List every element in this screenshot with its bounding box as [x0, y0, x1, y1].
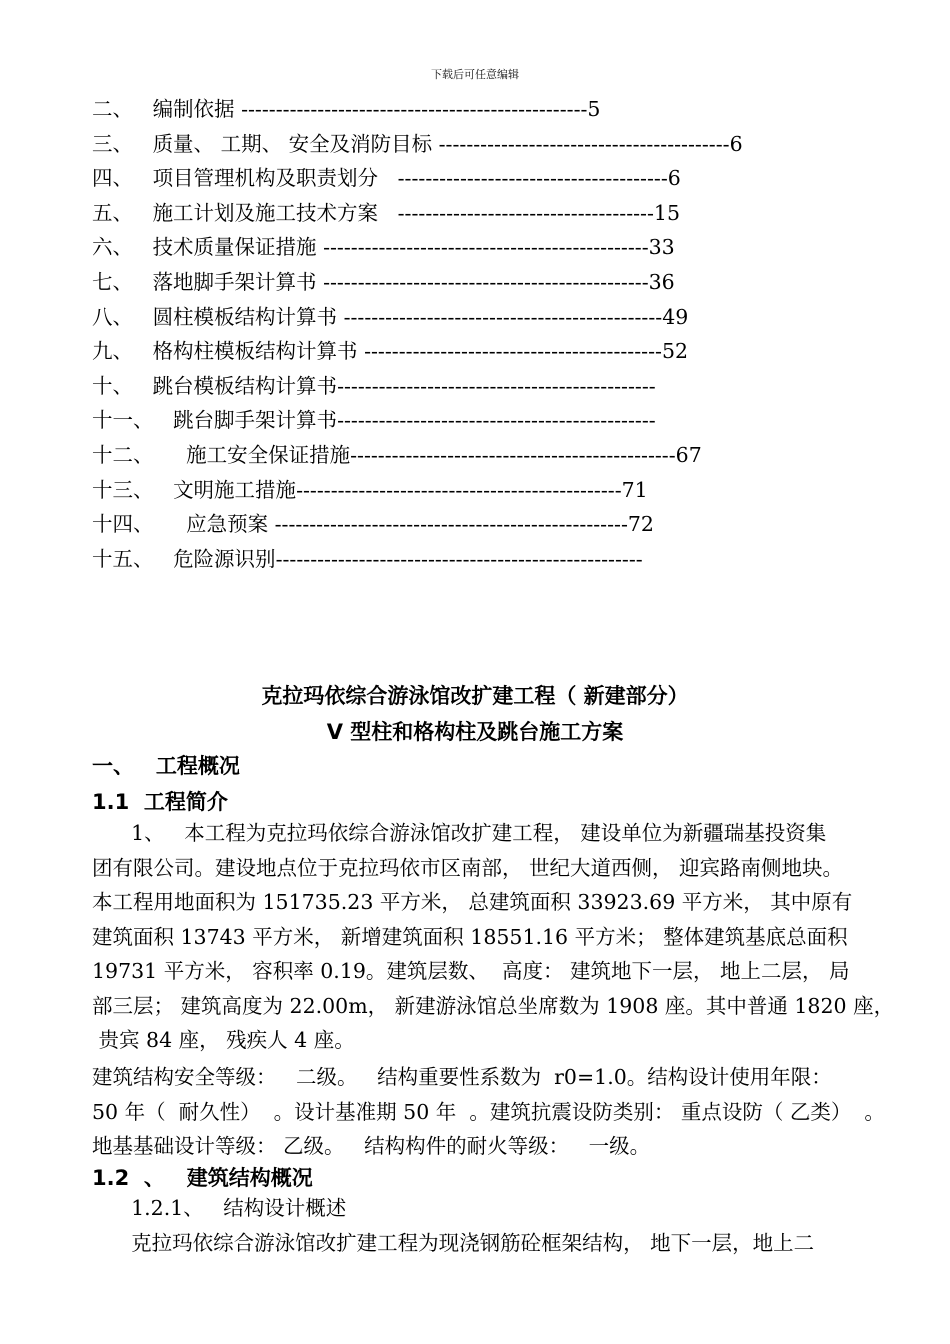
document-subtitle: V 型柱和格构柱及跳台施工方案 [326, 720, 624, 744]
toc-title: 项目管理机构及职责划分 [152, 166, 379, 191]
toc-title: 危险源识别 [173, 546, 276, 571]
toc-leader: ---------------------------------------------- [337, 408, 656, 433]
toc-title: 文明施工措施 [173, 477, 297, 502]
toc-leader: --------------------------------------------------- [268, 512, 628, 537]
document-title: 克拉玛依综合游泳馆改扩建工程（ 新建部分） [261, 684, 689, 708]
paragraph-line: 1、 本工程为克拉玛依综合游泳馆改扩建工程， 建设单位为新疆瑞基投资集 [92, 821, 827, 845]
toc-leader: ----------------------------------------------- [316, 269, 649, 294]
toc-leader: ------------------------------------- [378, 200, 654, 225]
toc-title: 格构柱模板结构计算书 [152, 339, 358, 364]
toc-leader: -------------------------------------------------- [234, 97, 588, 121]
toc-leader: ----------------------------------------------- [296, 477, 622, 502]
toc-leader: ---------------------------------------------- [337, 304, 663, 329]
toc-title: 跳台脚手架计算书 [173, 408, 338, 433]
toc-item[interactable] [92, 196, 852, 231]
toc-item[interactable] [92, 369, 852, 404]
subsection-heading: 1.1 工程简介 [92, 790, 228, 814]
toc-title: 跳台模板结构计算书 [152, 373, 338, 398]
toc-item[interactable] [92, 438, 852, 473]
subsubsection-heading: 1.2.1、 结构设计概述 [92, 1196, 347, 1220]
toc-leader: ------------------------------------------ [432, 131, 730, 156]
paragraph-line: 本工程用地面积为 151735.23 平方米， 总建筑面积 33923.69 平方米， 其中原有 [92, 890, 853, 914]
toc-title: 应急预案 [186, 512, 269, 537]
paragraph-line: 团有限公司。建设地点位于克拉玛依市区南部， 世纪大道西侧， 迎宾路南侧地块。 [92, 855, 844, 880]
paragraph-line: 部三层； 建筑高度为 22.00m， 新建游泳馆总坐席数为 1908 座。其中普通 1820 座， [92, 993, 895, 1018]
toc-page: 6 [667, 166, 681, 191]
toc-item[interactable] [92, 473, 852, 508]
toc-title: 落地脚手架计算书 [152, 269, 317, 294]
toc-item[interactable] [92, 265, 852, 300]
toc-number: 十四、 [92, 512, 154, 537]
toc-number: 八、 [92, 304, 133, 329]
toc-leader: ----------------------------------------------- [350, 442, 676, 467]
toc-leader: ----------------------------------------------- [316, 235, 649, 260]
toc-number: 十二、 [92, 442, 154, 467]
paragraph-line: 19731 平方米， 容积率 0.19。建筑层数、 高度： 建筑地下一层， 地上二层， 局 [92, 959, 850, 983]
toc-item[interactable] [92, 92, 852, 127]
toc-item[interactable] [92, 542, 852, 577]
toc-page: 15 [653, 200, 680, 225]
toc-page: 52 [661, 339, 689, 364]
paragraph-line: 建筑结构安全等级： 二级。 结构重要性系数为 r0=1.0。结构设计使用年限： [92, 1065, 832, 1089]
toc-number: 四、 [92, 166, 133, 191]
table-of-contents [92, 92, 852, 576]
toc-number: 二、 [92, 97, 133, 121]
toc-item[interactable] [92, 161, 852, 196]
paragraph-line: 贵宾 84 座， 残疾人 4 座。 [92, 1028, 355, 1052]
toc-title: 编制依据 [152, 97, 235, 121]
paragraph-line: 建筑面积 13743 平方米， 新增建筑面积 18551.16 平方米； 整体建筑基底总面积 [92, 924, 848, 949]
section-heading: 一、 工程概况 [92, 754, 240, 778]
toc-page: 72 [627, 512, 654, 537]
toc-number: 五、 [92, 200, 133, 225]
subsection-heading: 1.2 、 建筑结构概况 [92, 1166, 313, 1190]
toc-item[interactable] [92, 403, 852, 438]
toc-title: 施工计划及施工技术方案 [152, 200, 379, 225]
toc-leader: ----------------------------------------------------- [275, 546, 643, 571]
toc-page: 71 [621, 477, 648, 502]
toc-page: 67 [675, 442, 702, 467]
toc-page: 49 [662, 304, 689, 329]
toc-page: 33 [648, 235, 675, 260]
toc-number: 十三、 [92, 477, 154, 502]
toc-number: 七、 [92, 269, 133, 294]
toc-title: 技术质量保证措施 [152, 235, 317, 260]
toc-page: 6 [729, 131, 743, 156]
toc-page: 5 [587, 97, 601, 121]
toc-title: 质量、 工期、 安全及消防目标 [152, 131, 433, 156]
toc-number: 三、 [92, 131, 133, 156]
toc-page: 36 [648, 269, 675, 294]
toc-item[interactable] [92, 334, 852, 369]
toc-leader: ------------------------------------------- [357, 339, 662, 364]
paragraph-line: 50 年（ 耐久性） 。设计基准期 50 年 。建筑抗震设防类别： 重点设防（ 乙类） 。 [92, 1099, 885, 1124]
paragraph-line: 地基基础设计等级： 乙级。 结构构件的耐火等级： 一级。 [92, 1134, 651, 1158]
toc-item[interactable] [92, 507, 852, 542]
paragraph-line: 克拉玛依综合游泳馆改扩建工程为现浇钢筋砼框架结构， 地下一层，地上二 [92, 1231, 815, 1255]
toc-item[interactable] [92, 127, 852, 162]
toc-number: 六、 [92, 235, 133, 260]
toc-item[interactable] [92, 300, 852, 335]
toc-number: 九、 [92, 339, 133, 364]
toc-leader: ---------------------------------------------- [337, 373, 656, 398]
toc-title: 施工安全保证措施 [186, 442, 351, 467]
toc-title: 圆柱模板结构计算书 [152, 304, 338, 329]
toc-item[interactable] [92, 230, 852, 265]
toc-leader: --------------------------------------- [378, 166, 668, 191]
toc-number: 十一、 [92, 408, 154, 433]
toc-number: 十、 [92, 373, 133, 398]
toc-number: 十五、 [92, 546, 154, 571]
page-header: 下载后可任意编辑 [431, 68, 519, 81]
